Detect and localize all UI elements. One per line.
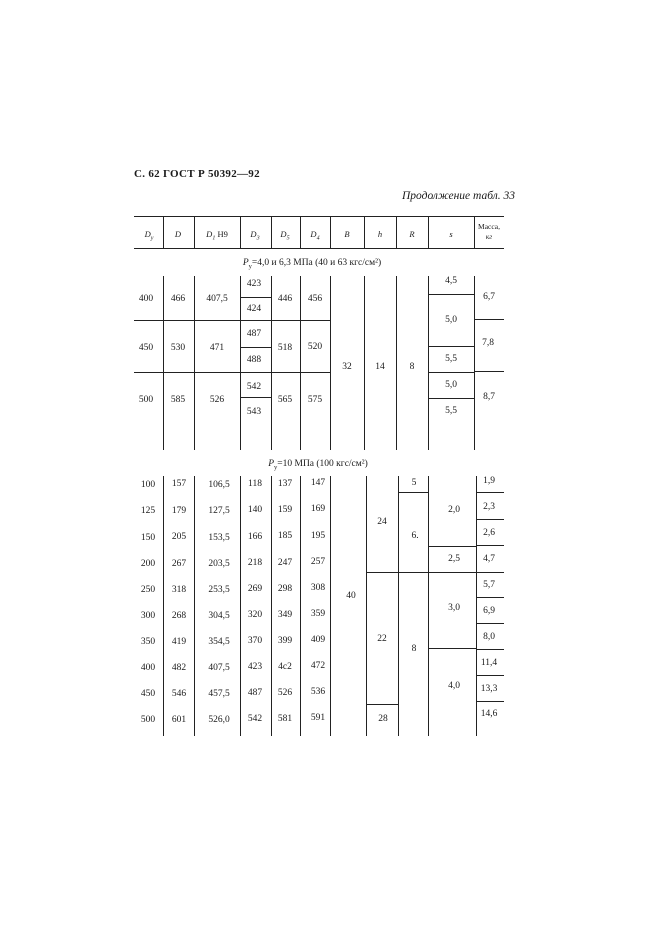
s2-mass-split xyxy=(476,701,504,702)
s2-r10-d5: 581 xyxy=(277,714,293,724)
s1-r3-d5: 565 xyxy=(277,395,293,405)
s2-r3-d1: 153,5 xyxy=(208,533,230,543)
s1-h: 14 xyxy=(375,362,385,372)
s2-r10-d3: 542 xyxy=(247,714,263,724)
s1-r3-d1: 526 xyxy=(209,395,225,405)
col-header-b: B xyxy=(344,229,350,239)
s2-r6-d4: 359 xyxy=(310,609,326,619)
s2-mass-split xyxy=(476,675,504,676)
s1-s-split xyxy=(428,372,474,373)
s1-d3-split xyxy=(240,347,271,348)
s1-r2-d3a: 487 xyxy=(246,329,262,339)
s1-r2-dy: 450 xyxy=(138,343,154,353)
s1-col-line xyxy=(194,276,195,450)
s2-r8-d1: 407,5 xyxy=(208,663,230,673)
col-header-d5: $D_5$ xyxy=(280,229,290,242)
s2-s-3: 3,0 xyxy=(448,603,460,613)
col-header-r: R xyxy=(409,229,415,239)
s2-r7-dy: 350 xyxy=(140,637,156,647)
s2-r4-d5: 247 xyxy=(277,558,293,568)
s1-r3-dy: 500 xyxy=(138,395,154,405)
s2-r6-mass: 6,9 xyxy=(483,606,495,616)
s2-r5-d1: 253,5 xyxy=(208,585,230,595)
s2-col-line xyxy=(163,476,164,736)
s2-r10-d4: 591 xyxy=(310,713,326,723)
s2-r10-d1: 526,0 xyxy=(208,715,230,725)
s2-mass-split xyxy=(476,649,504,650)
s2-col-line xyxy=(330,476,331,736)
s2-r9-d1: 457,5 xyxy=(208,689,230,699)
s2-r3-d: 205 xyxy=(171,532,187,542)
s1-r1-d3a: 423 xyxy=(246,279,262,289)
s2-h-3: 28 xyxy=(378,714,388,724)
s1-col-line xyxy=(300,276,301,450)
s2-r6-d5: 349 xyxy=(277,610,293,620)
s1-row-rule xyxy=(134,372,330,373)
s2-r1-d1: 106,5 xyxy=(208,480,230,490)
s1-mass-split xyxy=(474,371,504,372)
s1-r1-d: 466 xyxy=(170,294,186,304)
section-title-2: $P_у=10$ МПа (100 кгс/см²) xyxy=(268,459,368,471)
s2-r6-dy: 300 xyxy=(140,611,156,621)
s1-r1-mass: 6,7 xyxy=(483,292,495,302)
s1-s-4: 5,0 xyxy=(445,380,457,390)
s2-h-2: 22 xyxy=(377,634,387,644)
s2-r1-mass: 1,9 xyxy=(483,476,495,486)
s2-r3-d3: 166 xyxy=(247,532,263,542)
s1-d3-split xyxy=(240,397,271,398)
s2-r-split xyxy=(398,572,428,573)
s1-d3-split xyxy=(240,297,271,298)
s1-r2-d: 530 xyxy=(170,343,186,353)
s2-r7-d3: 370 xyxy=(247,636,263,646)
s2-r2-dy: 125 xyxy=(140,506,156,516)
s1-col-line xyxy=(396,276,397,450)
s2-r1-d4: 147 xyxy=(310,478,326,488)
col-header-d3: $D_3$ xyxy=(250,229,260,242)
s2-r8-d4: 472 xyxy=(310,661,326,671)
s2-r6-d: 268 xyxy=(171,611,187,621)
s2-col-line xyxy=(240,476,241,736)
s1-col-line xyxy=(240,276,241,450)
header-separator xyxy=(396,216,397,248)
s2-col-line xyxy=(271,476,272,736)
s2-r2-d1: 127,5 xyxy=(208,506,230,516)
s1-r2-mass: 7,8 xyxy=(482,338,494,348)
s2-s-2: 2,5 xyxy=(448,554,460,564)
header-separator xyxy=(330,216,331,248)
header-separator xyxy=(271,216,272,248)
table-top-rule xyxy=(134,216,504,217)
s2-r-2: 6. xyxy=(411,531,419,541)
s2-r1-d: 157 xyxy=(171,479,187,489)
s2-r3-dy: 150 xyxy=(140,533,156,543)
s1-r1-d3b: 424 xyxy=(246,304,262,314)
s2-s-split xyxy=(428,648,476,649)
s2-r8-d: 482 xyxy=(171,663,187,673)
s2-s-1: 2,0 xyxy=(448,505,460,515)
s1-r1-d5: 446 xyxy=(277,294,293,304)
s1-r2-d3b: 488 xyxy=(246,355,262,365)
s1-r1-dy: 400 xyxy=(138,294,154,304)
s1-s-split xyxy=(428,294,474,295)
s2-r7-d5: 399 xyxy=(277,636,293,646)
s2-r3-d4: 195 xyxy=(310,531,326,541)
s1-r3-d3b: 543 xyxy=(246,407,262,417)
s1-s-split xyxy=(428,346,474,347)
section-title-1: $P_у=4,0$ и 6,3 МПа (40 и 63 кгс/см²) xyxy=(242,258,382,270)
s2-col-line xyxy=(300,476,301,736)
s2-r10-dy: 500 xyxy=(140,715,156,725)
s1-r2-d1: 471 xyxy=(209,343,225,353)
s2-r9-d4: 536 xyxy=(310,687,326,697)
s2-r2-mass: 2,3 xyxy=(483,502,495,512)
s2-h-1: 24 xyxy=(377,517,387,527)
s2-r5-d5: 298 xyxy=(277,584,293,594)
s2-col-line xyxy=(428,476,429,736)
s2-r10-mass: 14,6 xyxy=(480,709,498,719)
s2-r5-d4: 308 xyxy=(310,583,326,593)
s1-s-1: 4,5 xyxy=(445,276,457,286)
header-separator xyxy=(300,216,301,248)
s2-s-split xyxy=(428,572,476,573)
s1-r1-d4: 456 xyxy=(307,294,323,304)
s2-r4-d3: 218 xyxy=(247,558,263,568)
s2-r9-d5: 526 xyxy=(277,688,293,698)
s2-r6-d1: 304,5 xyxy=(208,611,230,621)
s2-r-1: 5 xyxy=(411,478,417,488)
s2-r1-d3: 118 xyxy=(248,479,262,489)
s2-col-line xyxy=(476,476,477,736)
table-continuation-label: Продолжение табл. 33 xyxy=(402,190,515,202)
header-separator xyxy=(428,216,429,248)
header-separator xyxy=(474,216,475,248)
s1-r2-d4: 520 xyxy=(307,342,323,352)
col-header-mass-2: кг xyxy=(485,232,493,241)
s2-r4-dy: 200 xyxy=(140,559,156,569)
s2-r5-mass: 5,7 xyxy=(483,580,495,590)
s1-r: 8 xyxy=(409,362,415,372)
header-separator xyxy=(240,216,241,248)
s1-row-rule xyxy=(134,320,330,321)
s2-r9-d: 546 xyxy=(171,689,187,699)
s1-col-line xyxy=(330,276,331,450)
s2-r8-dy: 400 xyxy=(140,663,156,673)
s2-r-3: 8 xyxy=(411,644,417,654)
s2-b: 40 xyxy=(346,591,356,601)
s1-col-line xyxy=(271,276,272,450)
s2-mass-split xyxy=(476,545,504,546)
s1-r3-mass: 8,7 xyxy=(483,392,495,402)
s2-r1-dy: 100 xyxy=(140,480,156,490)
s1-mass-split xyxy=(474,319,504,320)
s2-r8-d5: 4с2 xyxy=(278,662,292,672)
s2-r5-dy: 250 xyxy=(140,585,156,595)
s2-s-4: 4,0 xyxy=(448,681,460,691)
s2-mass-split xyxy=(476,572,504,573)
s1-r3-d4: 575 xyxy=(307,395,323,405)
s2-r1-d5: 137 xyxy=(277,479,293,489)
s2-r7-d: 419 xyxy=(171,637,187,647)
header-separator xyxy=(194,216,195,248)
s2-r4-d: 267 xyxy=(171,559,187,569)
col-header-h: h xyxy=(377,229,383,239)
s1-b: 32 xyxy=(342,362,352,372)
s2-r9-mass: 13,3 xyxy=(480,684,498,694)
col-header-d1: $D_1$ Н9 xyxy=(206,229,228,242)
s2-r7-d4: 409 xyxy=(310,635,326,645)
s2-h-split xyxy=(366,572,398,573)
header-separator xyxy=(163,216,164,248)
header-separator xyxy=(364,216,365,248)
s2-r2-d3: 140 xyxy=(247,505,263,515)
s2-r2-d4: 169 xyxy=(310,504,326,514)
s1-col-line xyxy=(474,276,475,450)
s2-mass-split xyxy=(476,519,504,520)
header-bottom-rule xyxy=(134,248,504,249)
col-header-dy: $D_y$ xyxy=(144,229,154,242)
s2-r4-mass: 4,7 xyxy=(483,554,495,564)
s2-r8-mass: 11,4 xyxy=(480,658,498,668)
s1-r2-d5: 518 xyxy=(277,343,293,353)
s2-r3-d5: 185 xyxy=(277,531,293,541)
s2-r6-d3: 320 xyxy=(247,610,263,620)
page-header: С. 62 ГОСТ Р 50392—92 xyxy=(134,168,260,180)
s2-r7-d1: 354,5 xyxy=(208,637,230,647)
s2-col-line xyxy=(398,476,399,736)
s2-col-line xyxy=(366,476,367,736)
s1-s-5: 5,5 xyxy=(445,406,457,416)
s1-col-line xyxy=(364,276,365,450)
s1-r3-d3a: 542 xyxy=(246,382,262,392)
s2-mass-split xyxy=(476,597,504,598)
s1-s-3: 5,5 xyxy=(445,354,457,364)
s2-mass-split xyxy=(476,492,504,493)
s1-r1-d1: 407,5 xyxy=(206,294,228,304)
s2-r7-mass: 8,0 xyxy=(483,632,495,642)
s2-mass-split xyxy=(476,623,504,624)
s2-col-line xyxy=(194,476,195,736)
s2-r8-d3: 423 xyxy=(247,662,263,672)
s1-col-line xyxy=(163,276,164,450)
s1-s-split xyxy=(428,398,474,399)
s2-r9-d3: 487 xyxy=(247,688,263,698)
col-header-d: D xyxy=(174,229,182,239)
s2-r5-d: 318 xyxy=(171,585,187,595)
s1-col-line xyxy=(428,276,429,450)
s2-r2-d: 179 xyxy=(171,506,187,516)
s2-r2-d5: 159 xyxy=(277,505,293,515)
s2-r5-d3: 269 xyxy=(247,584,263,594)
col-header-s: s xyxy=(449,229,453,239)
s2-r10-d: 601 xyxy=(171,715,187,725)
s2-r3-mass: 2,6 xyxy=(483,528,495,538)
s2-r9-dy: 450 xyxy=(140,689,156,699)
s2-s-split xyxy=(428,546,476,547)
s2-h-split xyxy=(366,704,398,705)
s2-r-split xyxy=(398,492,428,493)
s1-s-2: 5,0 xyxy=(445,315,457,325)
s2-r4-d1: 203,5 xyxy=(208,559,230,569)
s2-r4-d4: 257 xyxy=(310,557,326,567)
col-header-mass-1: Масса, xyxy=(478,222,500,231)
col-header-d4: $D_4$ xyxy=(310,229,320,242)
s1-r3-d: 585 xyxy=(170,395,186,405)
